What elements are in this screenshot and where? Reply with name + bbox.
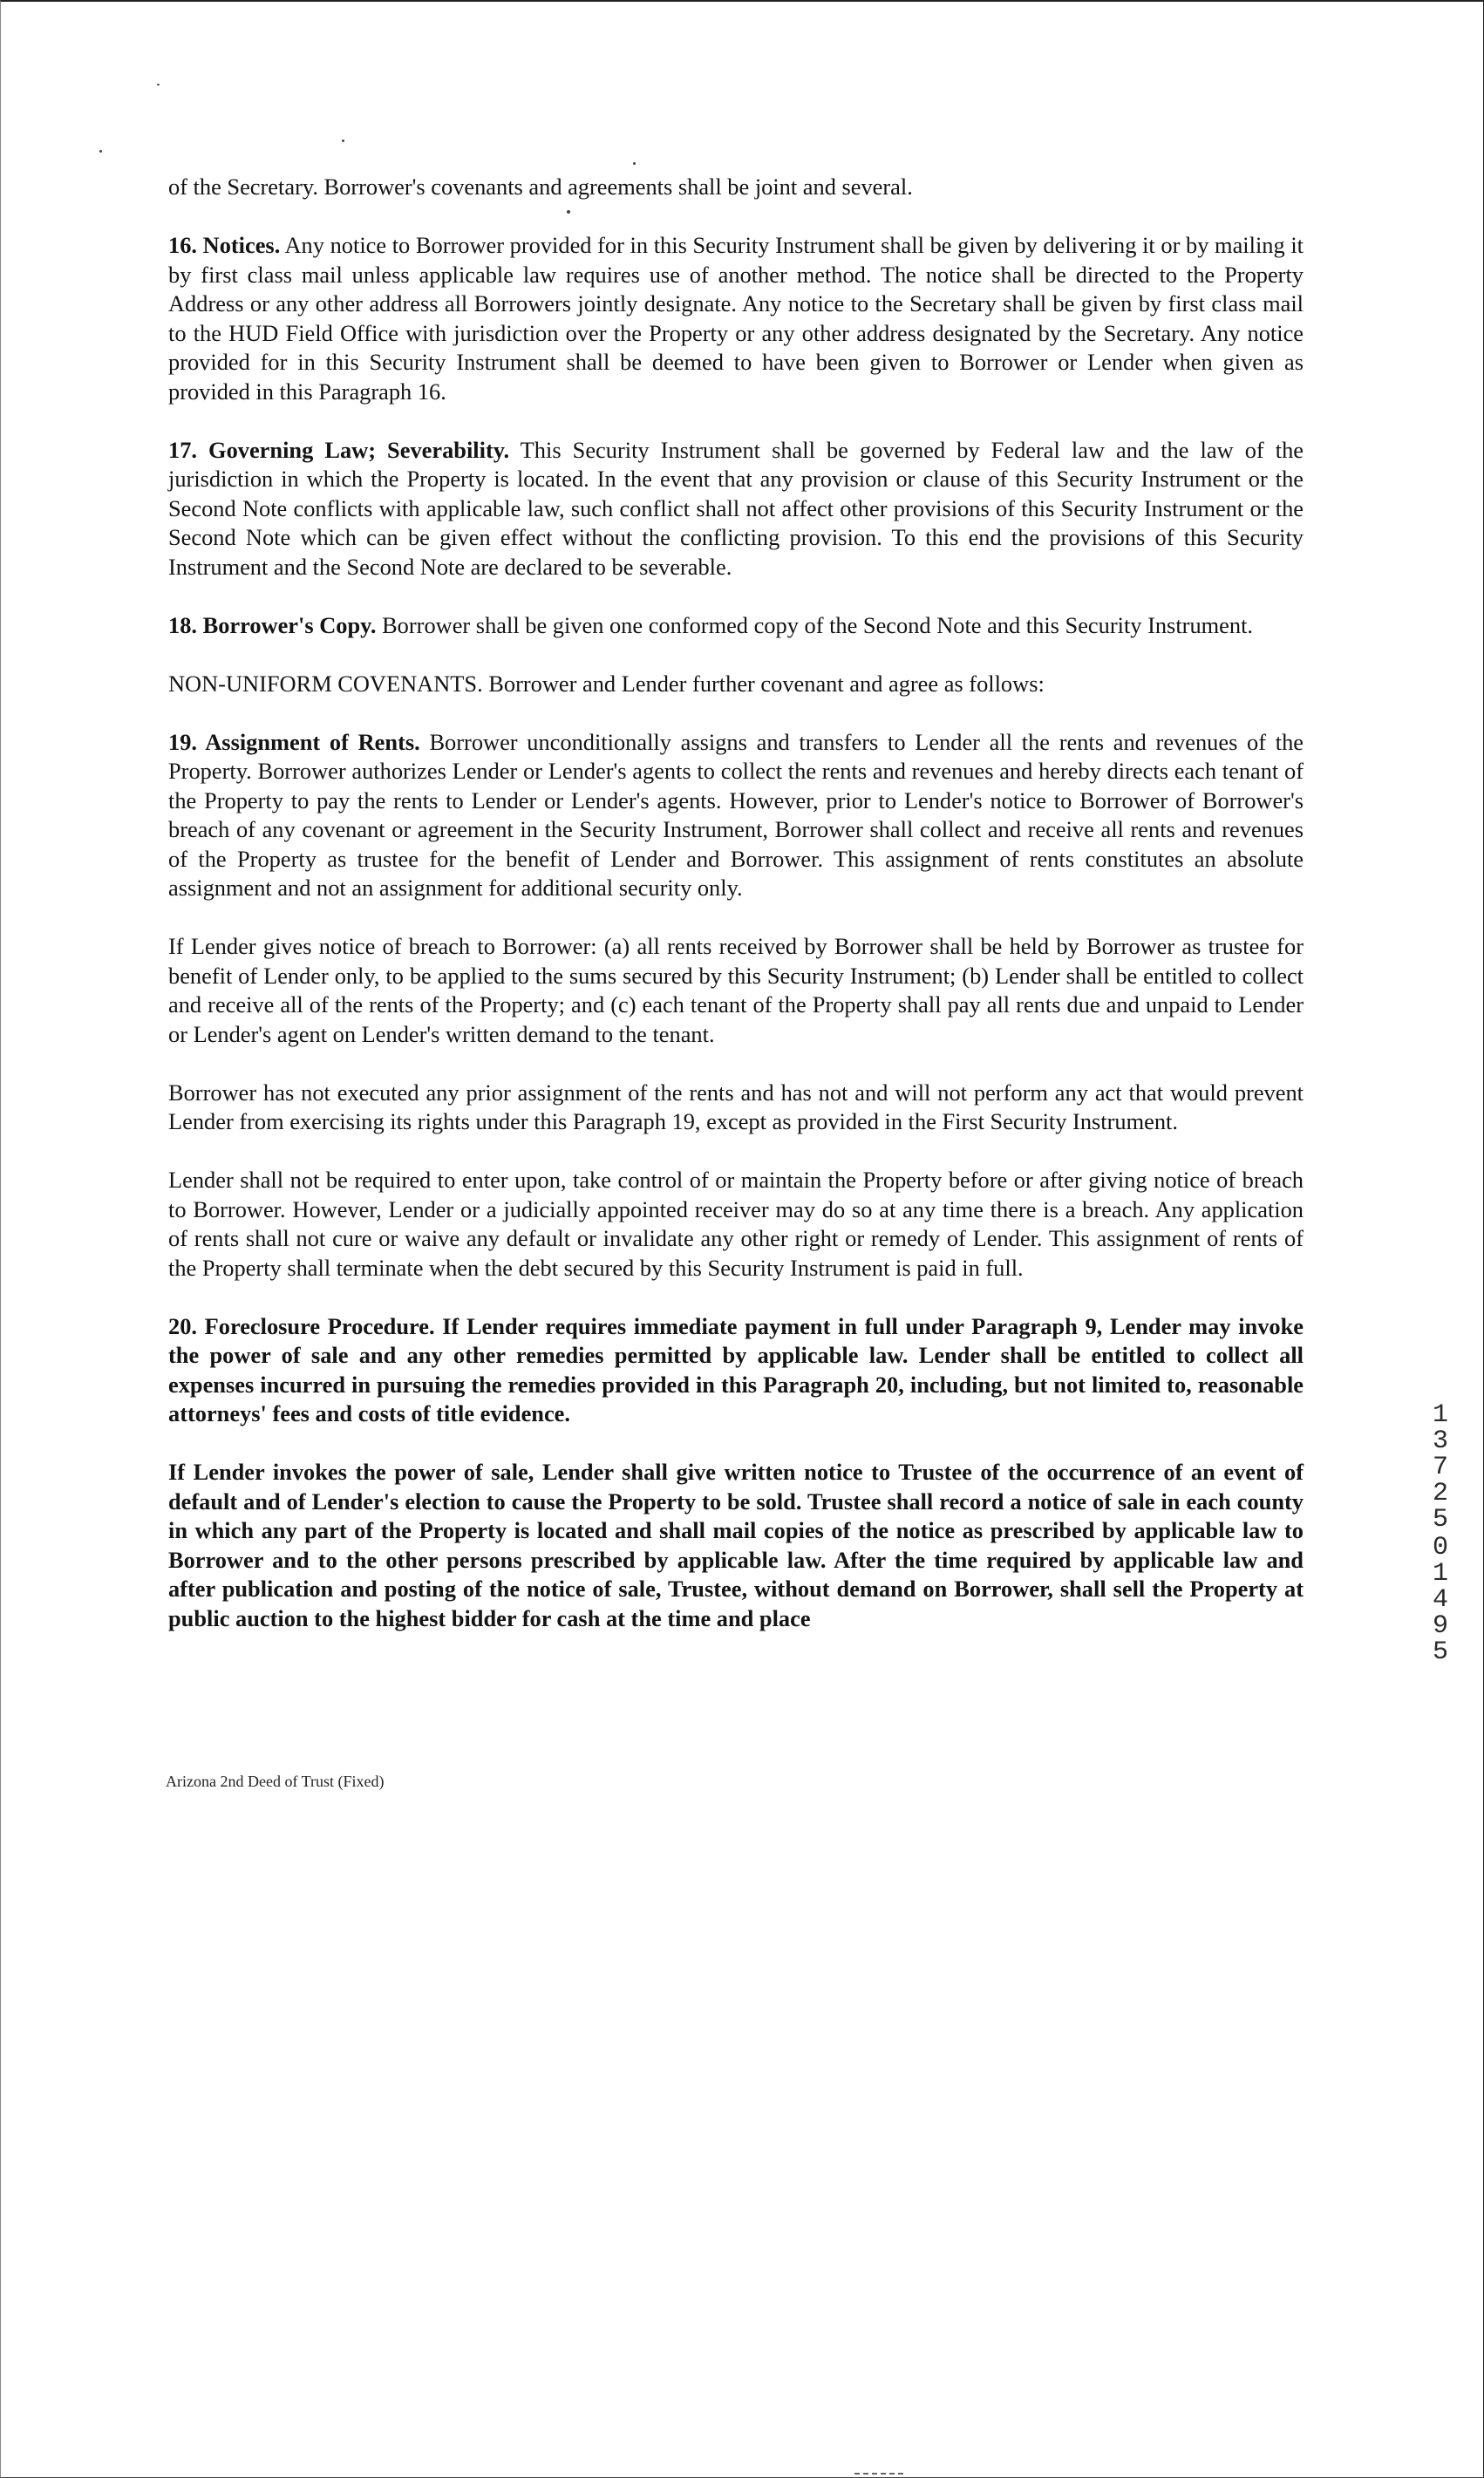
document-footer: Arizona 2nd Deed of Trust (Fixed)	[166, 1773, 385, 1790]
section-body: Any notice to Borrower provided for in this Security Instrument shall be given by delivering it or by mailing it by first class mail unless applicable law requires use of another method. The notice shall be directed to the Property Address or any other address all Borrowers jointly designate. Any notice to the Secretary shall be given by first class mail to the HUD Field Office with jurisdiction over the Property or any other address designated by the Secretary. Any notice provided for in this Security Instrument shall be deemed to have been given to Borrower or Lender when given as provided in this Paragraph 16.	[168, 232, 1304, 405]
rents-breach-paragraph: If Lender gives notice of breach to Borrower: (a) all rents received by Borrower shall be held by Borrower as trustee for benefit of Lender only, to be applied to the sums secured by this Security Instrument; (b) Lender shall be entitled to collect and receive all of the rents of the Property; and (c) each tenant of the Property shall pay all rents due and unpaid to Lender or Lender's agent on Lender's written demand to the tenant.	[168, 933, 1304, 1047]
section-body: Borrower unconditionally assigns and transfers to Lender all the rents and revenues of the Property. Borrower authorizes Lender or Lender's agents to collect the rents and revenues and hereby directs each tenant of the Property to pay the rents to Lender or Lender's agents. However, prior to Lender's notice to Borrower of Borrower's breach of any covenant or agreement in the Security Instrument, Borrower shall collect and receive all rents and revenues of the Property as trustee for the benefit of Lender and Borrower. This assignment of rents constitutes an absolute assignment and not an assignment for additional security only.	[168, 728, 1304, 901]
section-16-notices	[168, 231, 1304, 406]
prior-assignment-paragraph: Borrower has not executed any prior assignment of the rents and has not and will not perform any act that would prevent Lender from exercising its rights under this Paragraph 19, except as provided in the First Security Instrument.	[168, 1079, 1304, 1134]
section-19-assignment-of-rents	[168, 728, 1304, 903]
section-heading: 19. Assignment of Rents.	[168, 728, 420, 755]
scan-speck	[633, 162, 636, 165]
scan-artifact	[854, 2473, 907, 2475]
lender-control-paragraph: Lender shall not be required to enter upon, take control of or maintain the Property before or after giving notice of breach to Borrower. However, Lender or a judicially appointed receiver may do so at any time there is a breach. Any application of rents shall not cure or waive any default or invalidate any other right or remedy of Lender. This assignment of rents of the Property shall terminate when the debt secured by this Security Instrument is paid in full.	[168, 1167, 1304, 1281]
scan-speck	[157, 84, 160, 85]
section-heading: 18. Borrower's Copy.	[168, 611, 377, 638]
scan-speck	[342, 140, 344, 142]
section-heading: 16. Notices.	[168, 232, 281, 258]
scan-speck	[99, 150, 102, 153]
section-20-foreclosure: 20. Foreclosure Procedure. If Lender requires immediate payment in full under Paragraph 9, Lender may invoke the power of sale and any other remedies permitted by applicable law. Lender shall be entitled to collect all expenses incurred in pursuing the remedies provided in this Paragraph 20, including, but not limited to, reasonable attorneys' fees and costs of title evidence.	[168, 1312, 1304, 1426]
document-body	[168, 173, 1304, 1633]
section-18-borrowers-copy	[168, 611, 1304, 641]
recording-number-top: 13725	[1432, 1400, 1448, 1535]
section-body: This Security Instrument shall be governed by Federal law and the law of the jurisdiction in which the Property is located. In the event that any provision or clause of this Security Instrument or the Second Note conflicts with applicable law, such conflict shall not affect other provisions of this Security Instrument or the Second Note which can be given effect without the conflicting provision. To this end the provisions of this Security Instrument and the Second Note are declared to be severable.	[168, 436, 1304, 580]
section-body: Borrower shall be given one conformed copy of the Second Note and this Security Instrument.	[376, 611, 1254, 638]
non-uniform-covenants: NON-UNIFORM COVENANTS. Borrower and Lender further covenant and agree as follows:	[168, 670, 1045, 697]
recording-number-bottom: 01495	[1432, 1533, 1448, 1667]
section-17-governing-law	[168, 436, 1304, 582]
power-of-sale-paragraph: If Lender invokes the power of sale, Lender shall give written notice to Trustee of the occurrence of an event of default and of Lender's election to cause the Property to be sold. Trustee shall record a notice of sale in each county in which any part of the Property is located and shall mail copies of the notice as prescribed by applicable law to Borrower and to the other persons prescribed by applicable law. After the time required by applicable law and after publication and posting of the notice of sale, Trustee, without demand on Borrower, shall sell the Property at public auction to the highest bidder for cash at the time and place	[168, 1459, 1304, 1631]
section-heading: 17. Governing Law; Severability.	[168, 436, 510, 463]
intro-line: of the Secretary. Borrower's covenants and agreements shall be joint and several.	[168, 174, 913, 200]
